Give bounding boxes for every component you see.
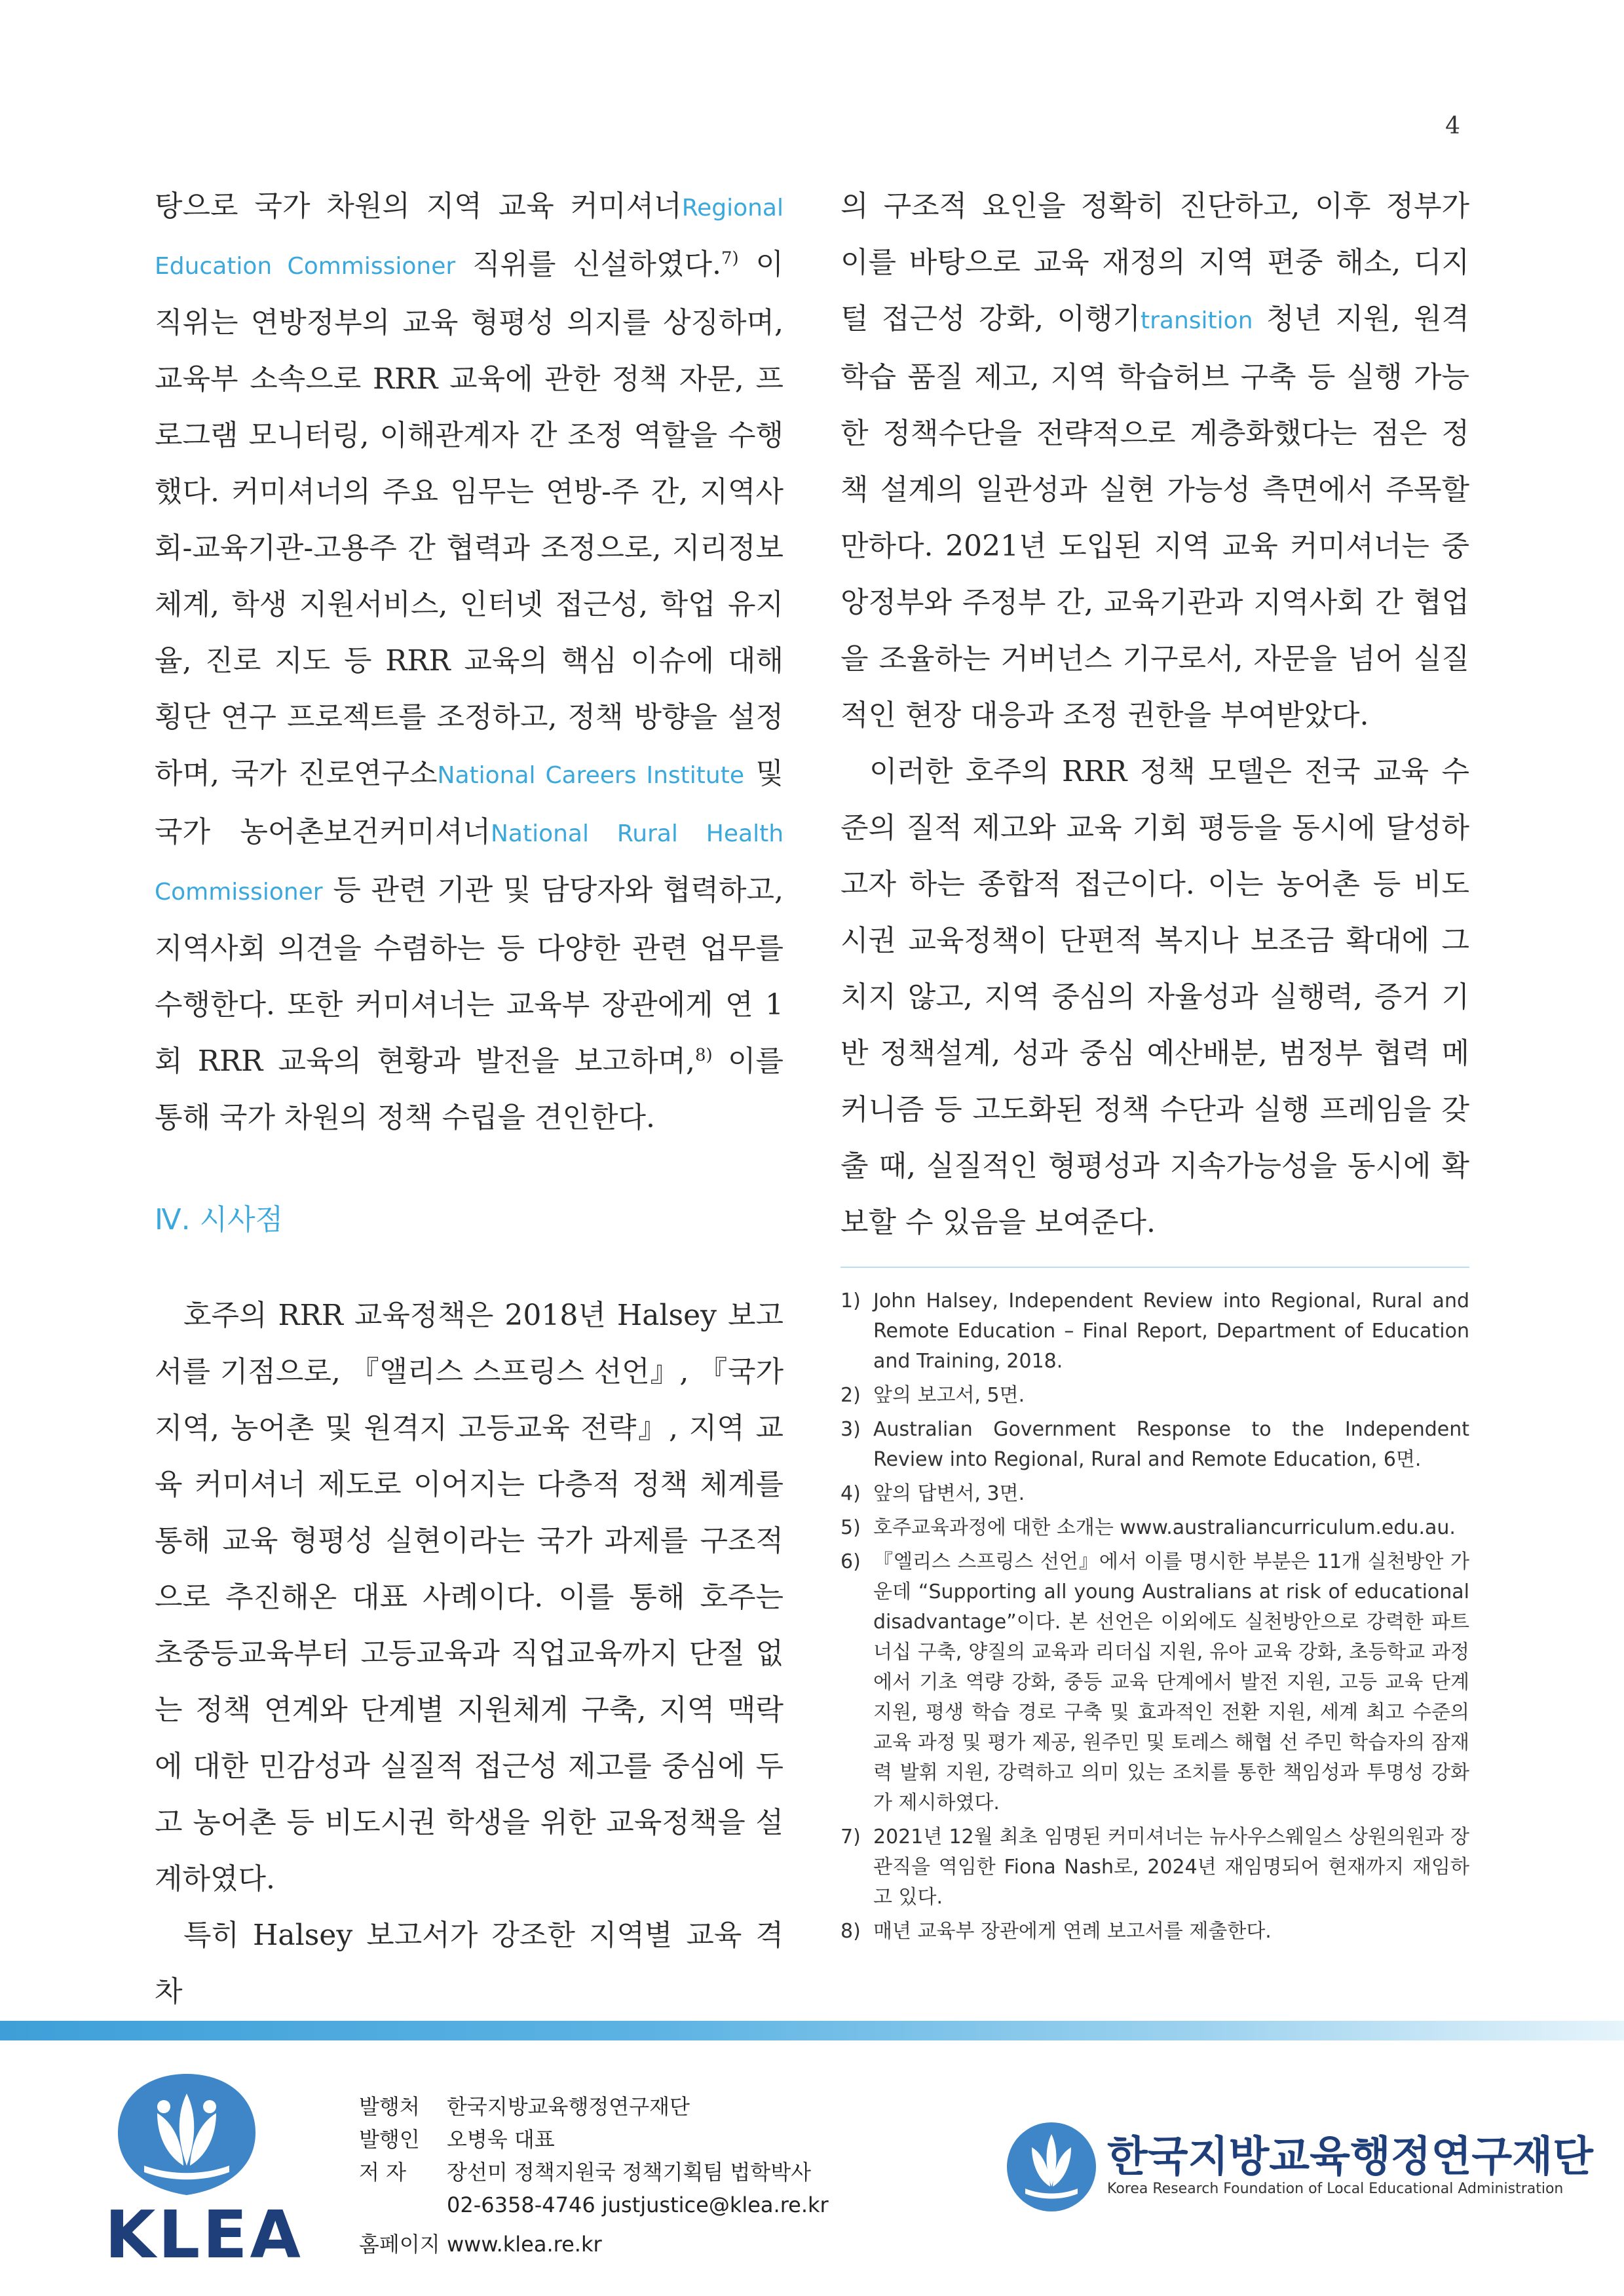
footnote <box>840 1381 1469 1411</box>
contact-row <box>359 2189 829 2221</box>
section-heading: Ⅳ. 시사점 <box>155 1203 284 1236</box>
text-run: 직위를 신설하였다. <box>455 248 721 281</box>
text-run: 청년 지원, 원격 학습 품질 제고, 지역 학습허브 구축 등 실행 가능한 정책수단을 전략적으로 계층화했다는 점은 정책 설계의 일관성과 실현 가능성 측면에서 주목할 만하다. 2021년 도입된 지역 교육 커미셔너는 중앙정부와 주정부 간, 교육기관과 지역사회 간 협업을 조율하는 거버넌스 기구로서, 자문을 넘어 실질적인 현장 대응과 조정 권한을 부여받았다. <box>840 302 1469 732</box>
text-run: 탕으로 국가 차원의 지역 교육 커미셔너 <box>155 189 682 223</box>
issuer-label: 발행인 <box>359 2127 420 2152</box>
contact-value: 02-6358-4746 justjustice@klea.re.kr <box>447 2192 829 2217</box>
english-term-national-rural-health-commissioner: National Rural Health Commissioner <box>155 820 784 906</box>
footnote-divider <box>840 1267 1469 1268</box>
publication-info <box>359 2090 829 2261</box>
footnote-number: 5) <box>840 1516 861 1539</box>
text-run: 이 직위는 연방정부의 교육 형평성 의지를 상징하며, 교육부 소속으로 RRR 교육에 관한 정책 자문, 프로그램 모니터링, 이해관계자 간 조정 역할을 수행했다. 커미셔너의 주요 임무는 연방-주 간, 지역사회-교육기관-고용주 간 협력과 조정으로, 지리정보 체계, 학생 지원서비스, 인터넷 접근성, 학업 유지율, 진로 지도 등 RRR 교육의 핵심 이슈에 대해 횡단 연구 프로젝트를 조정하고, 정책 방향을 설정하며, 국가 진로연구소 <box>155 248 784 790</box>
footer-gradient-band <box>0 2021 1624 2040</box>
homepage-link[interactable]: www.klea.re.kr <box>447 2232 602 2257</box>
right-column <box>840 178 1469 1951</box>
footnote-text: 『엘리스 스프링스 선언』에서 이를 명시한 부분은 11개 실천방안 가운데 “Supporting all young Australians at risk of educational disadvantage”이다. 본 선언은 이외에도 실천방안으로 강력한 파트너십 구축, 양질의 교육과 리더십 지원, 유아 교육 강화, 초등학교 과정에서 기초 역량 강화, 중등 교육 단계에서 발전 지원, 고등 교육 단계 지원, 평생 학습 경로 구축 및 효과적인 전환 지원, 세계 최고 수준의 교육 과정 및 평가 제공, 원주민 및 토레스 해협 선 주민 학습자의 잠재력 발휘 지원, 강력하고 의미 있는 조치를 통한 책임성과 투명성 강화가 제시하였다. <box>873 1550 1469 1814</box>
footnote-number: 2) <box>840 1384 861 1407</box>
footnote <box>840 1822 1469 1913</box>
publisher-value: 한국지방교육행정연구재단 <box>447 2094 690 2119</box>
footnote-number: 1) <box>840 1290 861 1312</box>
left-column <box>155 178 784 2020</box>
author-row <box>359 2156 829 2189</box>
issuer-value: 오병욱 대표 <box>447 2127 555 2152</box>
left-paragraph-2: 호주의 RRR 교육정책은 2018년 Halsey 보고서를 기점으로, 『앨리스 스프링스 선언』, 『국가 지역, 농어촌 및 원격지 고등교육 전략』, 지역 교육 커미셔너 제도로 이어지는 다층적 정책 체계를 통해 교육 형평성 실현이라는 국가 과제를 구조적으로 추진해온 대표 사례이다. 이를 통해 호주는 초중등교육부터 고등교육과 직업교육까지 단절 없는 정책 연계와 단계별 지원체계 구축, 지역 맥락에 대한 민감성과 실질적 접근성 제고를 중심에 두고 농어촌 등 비도시권 학생을 위한 교육정책을 설계하였다. <box>155 1299 784 1896</box>
footnote-text: 앞의 답변서, 3면. <box>873 1482 1025 1505</box>
author-label: 저 자 <box>359 2160 406 2185</box>
publisher-row <box>359 2090 829 2123</box>
right-paragraph-2: 이러한 호주의 RRR 정책 모델은 전국 교육 수준의 질적 제고와 교육 기회 평등을 동시에 달성하고자 하는 종합적 접근이다. 이는 농어촌 등 비도시권 교육정책이 단편적 복지나 보조금 확대에 그치지 않고, 지역 중심의 자율성과 실행력, 증거 기반 정책설계, 성과 중심 예산배분, 범정부 협력 메커니즘 등 고도화된 정책 수단과 실행 프레임을 갖출 때, 실질적인 형평성과 지속가능성을 동시에 확보할 수 있음을 보여준다. <box>840 755 1469 1239</box>
foundation-name: 한국지방교육행정연구재단 <box>1107 2133 1593 2181</box>
footnote <box>840 1415 1469 1475</box>
footnote-number: 8) <box>840 1920 861 1943</box>
english-term-transition: transition <box>1141 307 1253 334</box>
footnotes-list <box>840 1286 1469 1947</box>
footnote-text: 매년 교육부 장관에게 연례 보고서를 제출한다. <box>873 1920 1272 1943</box>
footnote-number: 4) <box>840 1482 861 1505</box>
footnote-text: 앞의 보고서, 5면. <box>873 1384 1025 1407</box>
foundation-emblem-icon <box>1002 2118 1101 2216</box>
footnote <box>840 1917 1469 1947</box>
footnote-number: 6) <box>840 1550 861 1573</box>
left-paragraph-3: 특히 Halsey 보고서가 강조한 지역별 교육 격차 <box>155 1919 784 2008</box>
page-number: 4 <box>1445 113 1460 140</box>
klea-wordmark: KLEA <box>105 2196 303 2273</box>
footnote-text: 2021년 12월 최초 임명된 커미셔너는 뉴사우스웨일스 상원의원과 장관직을 역임한 Fiona Nash로, 2024년 재임명되어 현재까지 재임하고 있다. <box>873 1826 1469 1909</box>
footnote <box>840 1479 1469 1509</box>
footnote <box>840 1547 1469 1818</box>
footnote-ref-7: 7) <box>721 248 739 269</box>
footnote-text: Australian Government Response to the Independent Review into Regional, Rural and Remote Education, 6면. <box>873 1418 1469 1471</box>
issuer-row <box>359 2123 829 2156</box>
text-run: 이를 통해 국가 차원의 정책 수립을 견인한다. <box>155 1044 784 1134</box>
publisher-label: 발행처 <box>359 2094 420 2119</box>
homepage-label: 홈페이지 <box>359 2232 440 2257</box>
homepage-row <box>359 2228 829 2261</box>
footnote-number: 3) <box>840 1418 861 1441</box>
foundation-name-english: Korea Research Foundation of Local Educational Administration <box>1107 2181 1564 2197</box>
english-term-national-careers-institute: National Careers Institute <box>437 762 744 789</box>
footnote-text: John Halsey, Independent Review into Regional, Rural and Remote Education – Final Report, Department of Education and Training, 2018. <box>873 1290 1469 1373</box>
footnote-ref-8: 8) <box>695 1045 713 1065</box>
footnote <box>840 1513 1469 1543</box>
footnote-text: 호주교육과정에 대한 소개는 www.australiancurriculum.edu.au. <box>873 1516 1456 1539</box>
right-paragraph-1 <box>840 178 1469 744</box>
footnote-number: 7) <box>840 1826 861 1848</box>
author-value: 장선미 정책지원국 정책기획팀 법학박사 <box>447 2160 812 2185</box>
text-run: 의 구조적 요인을 정확히 진단하고, 이후 정부가 이를 바탕으로 교육 재정의 지역 편중 해소, 디지털 접근성 강화, 이행기 <box>840 189 1469 335</box>
text-run: 및 국가 농어촌보건커미셔너 <box>155 757 784 849</box>
english-term-regional-education-commissioner: Regional Education Commissioner <box>155 195 784 280</box>
footnote <box>840 1286 1469 1377</box>
text-run: 등 관련 기관 및 담당자와 협력하고, 지역사회 의견을 수렴하는 등 다양한 관련 업무를 수행한다. 또한 커미셔너는 교육부 장관에게 연 1회 RRR 교육의 현황과 발전을 보고하며, <box>155 873 784 1078</box>
left-paragraph-1 <box>155 178 784 1146</box>
